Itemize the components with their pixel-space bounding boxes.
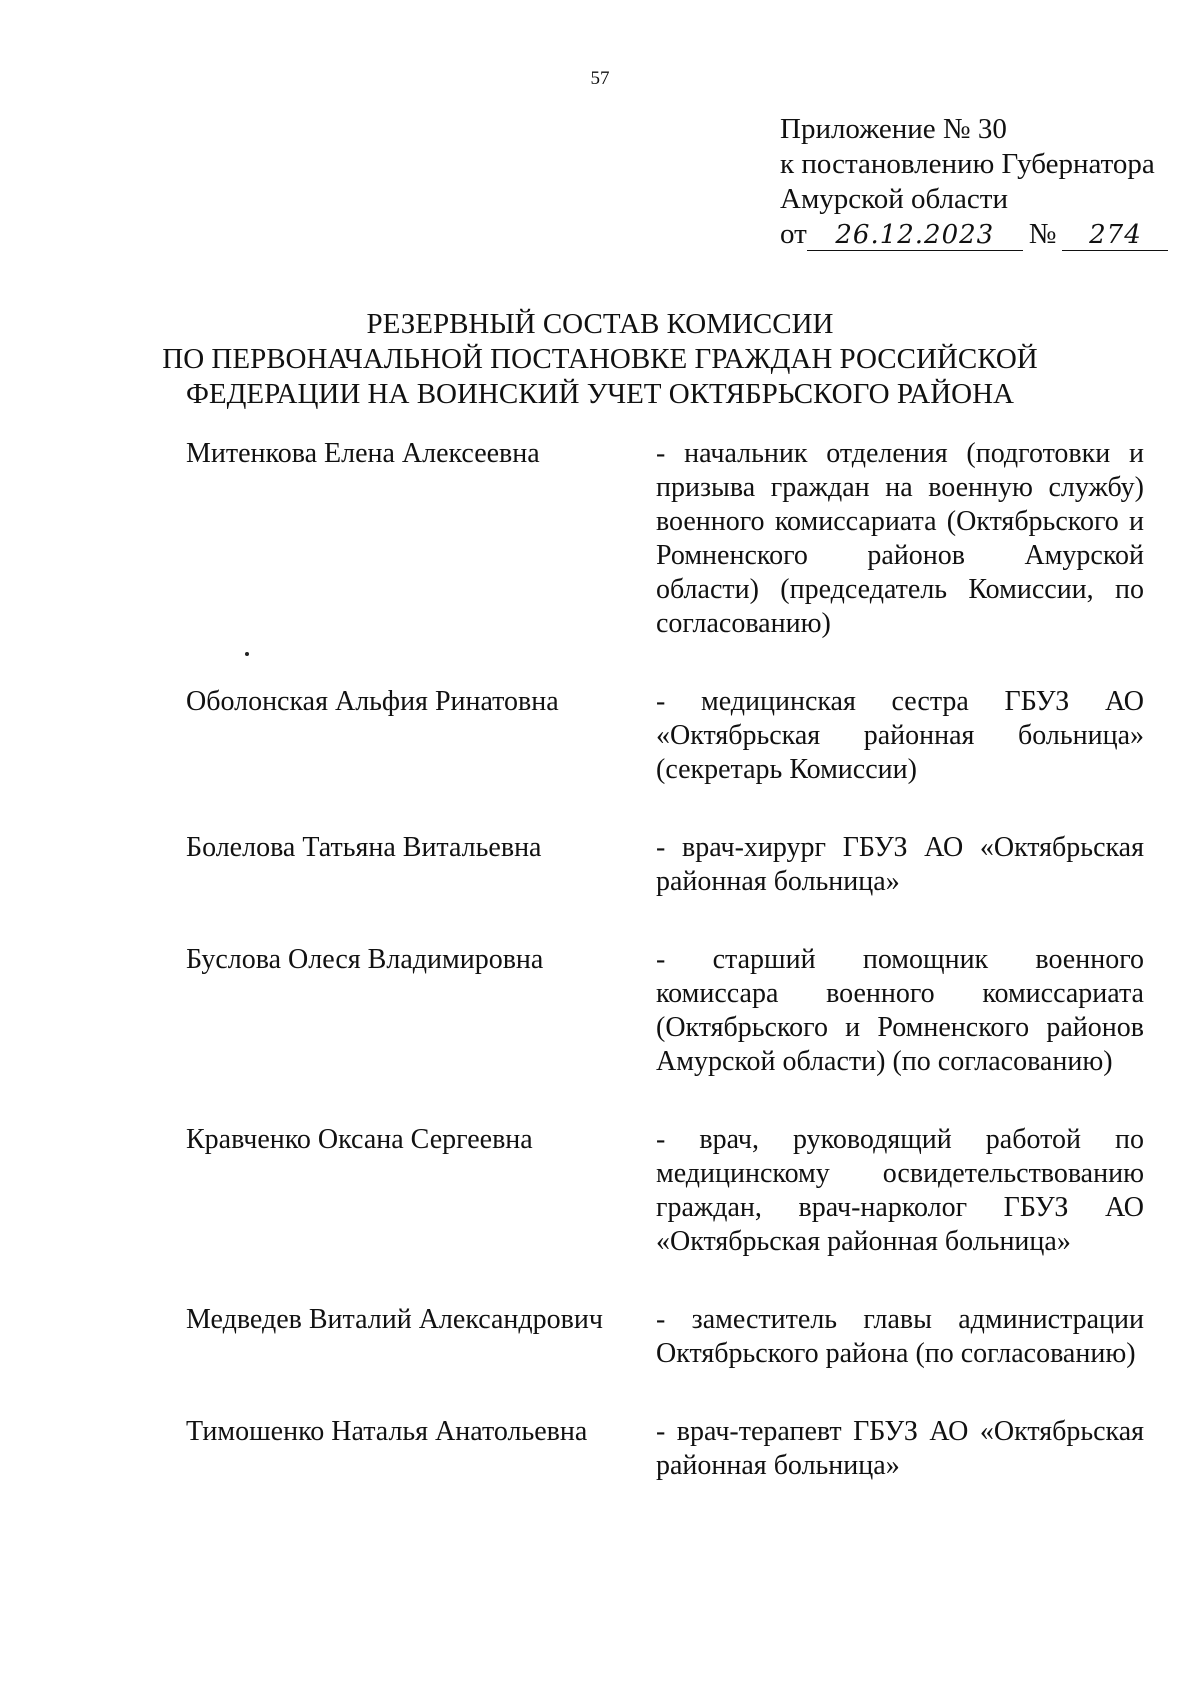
member-row — [186, 437, 1146, 641]
member-row — [186, 831, 1146, 899]
appendix-header — [780, 112, 1168, 252]
members-list — [186, 437, 1146, 1483]
member-role: - врач, руководящий работой по медицинскому освидетельствованию граждан, врач-нарколог ГБУЗ АО «Октябрьская районная больница» — [656, 1124, 1144, 1257]
member-row — [186, 943, 1146, 1079]
member-name: Болелова Татьяна Витальевна — [186, 832, 542, 863]
member-row — [186, 685, 1146, 787]
member-name: Оболонская Альфия Ринатовна — [186, 686, 559, 717]
page-number: 57 — [590, 68, 610, 89]
member-name: Медведев Виталий Александрович — [186, 1304, 603, 1335]
from-label: от — [780, 218, 807, 250]
member-role: - заместитель главы администрации Октябрьского района (по согласованию) — [656, 1304, 1144, 1369]
title-line-3: ФЕДЕРАЦИИ НА ВОИНСКИЙ УЧЕТ ОКТЯБРЬСКОГО РАЙОНА — [186, 378, 1014, 410]
title-line-1: РЕЗЕРВНЫЙ СОСТАВ КОМИССИИ — [366, 308, 834, 340]
member-row — [186, 1415, 1146, 1483]
appendix-region: Амурской области — [780, 183, 1008, 215]
member-name: Тимошенко Наталья Анатольевна — [186, 1416, 588, 1447]
number-label: № — [1028, 218, 1057, 250]
member-role: - начальник отделения (подготовки и призыва граждан на военную службу) военного комиссариата (Октябрьского и Ромненского районов Амурской области) (председатель Комиссии, по согласованию) — [656, 438, 1144, 639]
member-name: Кравченко Оксана Сергеевна — [186, 1124, 533, 1155]
title-line-2: ПО ПЕРВОНАЧАЛЬНОЙ ПОСТАНОВКЕ ГРАЖДАН РОССИЙСКОЙ — [162, 343, 1038, 375]
document-title — [0, 307, 1200, 412]
member-row — [186, 1303, 1146, 1371]
member-name: Митенкова Елена Алексеевна — [186, 438, 540, 469]
member-role: - старший помощник военного комиссара военного комиссариата (Октябрьского и Ромненского районов Амурской области) (по согласованию) — [656, 944, 1144, 1077]
member-role: - врач-хирург ГБУЗ АО «Октябрьская районная больница» — [656, 832, 1144, 897]
member-row — [186, 1123, 1146, 1259]
appendix-number: Приложение № 30 — [780, 113, 1007, 145]
member-role: - медицинская сестра ГБУЗ АО «Октябрьская районная больница» (секретарь Комиссии) — [656, 686, 1144, 785]
handwritten-date: 26.12.2023 — [807, 220, 1023, 251]
member-name: Буслова Олеся Владимировна — [186, 944, 544, 975]
appendix-signature-line — [780, 217, 1168, 252]
appendix-reference: к постановлению Губернатора — [780, 148, 1155, 180]
member-role: - врач-терапевт ГБУЗ АО «Октябрьская районная больница» — [656, 1416, 1144, 1481]
handwritten-number: 274 — [1062, 220, 1168, 251]
